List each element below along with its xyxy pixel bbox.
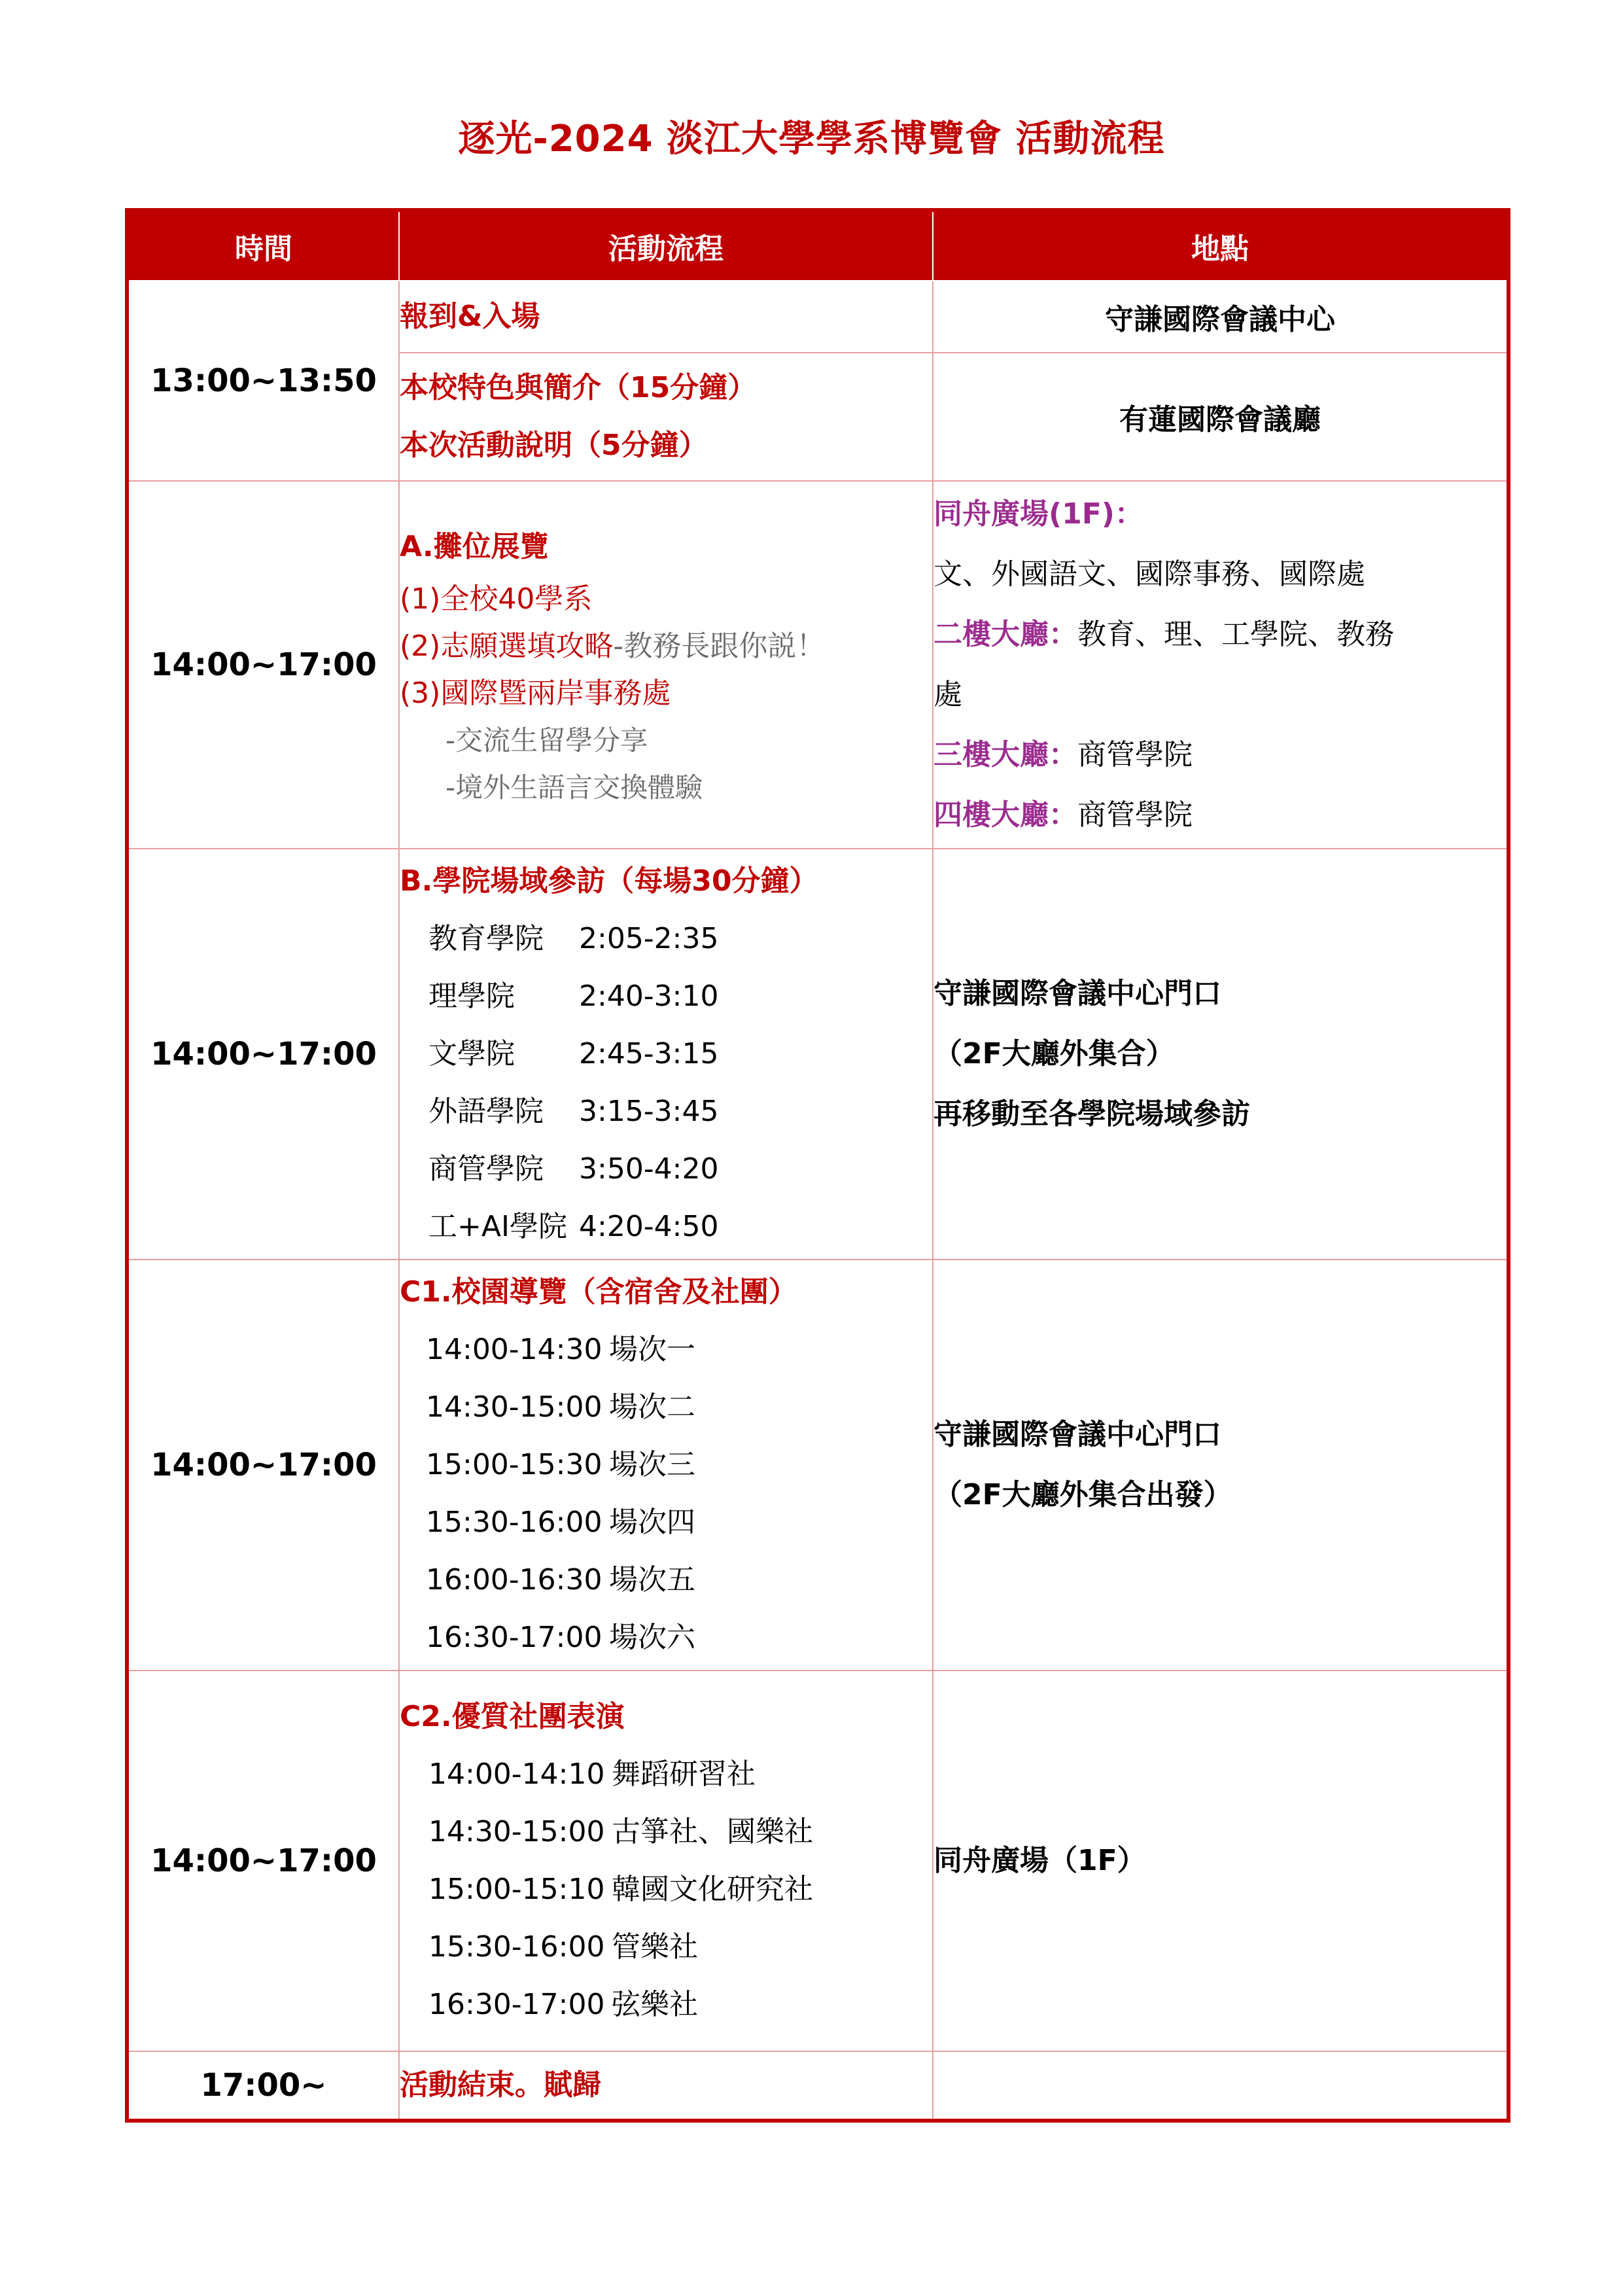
college-name: 商管學院 bbox=[428, 1152, 544, 1186]
location-label: 四樓大廳： bbox=[934, 798, 1077, 832]
visit-time: 3:50-4:20 bbox=[579, 1152, 719, 1186]
list-item bbox=[400, 1083, 932, 1140]
show-time: 15:30-16:00 bbox=[428, 1930, 605, 1964]
list-item bbox=[400, 1551, 932, 1609]
table-row bbox=[127, 2051, 1509, 2121]
activity-end: 活動結束。賦歸 bbox=[400, 2068, 601, 2102]
time-cell: 13:00~13:50 bbox=[127, 281, 399, 481]
table-header-row bbox=[127, 210, 1509, 281]
club-name: 韓國文化研究社 bbox=[612, 1873, 813, 1906]
visit-time: 3:15-3:45 bbox=[579, 1095, 719, 1128]
show-time: 14:00-14:10 bbox=[428, 1757, 605, 1791]
location-text: 商管學院 bbox=[1077, 738, 1193, 771]
activity-subitem: -境外生語言交換體驗 bbox=[445, 771, 703, 804]
activity-heading: A.攤位展覽 bbox=[400, 530, 549, 563]
visit-time: 2:40-3:10 bbox=[579, 980, 719, 1013]
activity-heading: B.學院場域參訪（每場30分鐘） bbox=[400, 864, 818, 898]
visit-time: 2:05-2:35 bbox=[579, 922, 719, 955]
location-line bbox=[934, 605, 1507, 665]
list-item bbox=[400, 1918, 932, 1976]
location-text: （2F大廳外集合） bbox=[934, 1037, 1175, 1070]
activity-cell bbox=[399, 2051, 933, 2121]
page-title: 逐光-2024 淡江大學學系博覽會 活動流程 bbox=[458, 118, 1165, 160]
location-line bbox=[934, 785, 1507, 845]
tour-session: 場次一 bbox=[609, 1333, 695, 1366]
location-cell bbox=[933, 849, 1509, 1260]
activity-item-note: -教務長跟你説！ bbox=[613, 629, 826, 663]
tour-time: 16:00-16:30 bbox=[426, 1563, 602, 1597]
location-text: 商管學院 bbox=[1077, 798, 1193, 832]
list-item bbox=[400, 1976, 932, 2034]
list-item bbox=[400, 1379, 932, 1436]
list-item bbox=[400, 1861, 932, 1918]
list-item bbox=[400, 968, 932, 1025]
location-text: 同舟廣場（1F） bbox=[934, 1844, 1146, 1877]
location-text: 處 bbox=[934, 678, 962, 711]
header-time: 時間 bbox=[127, 210, 399, 281]
list-item bbox=[400, 1140, 932, 1198]
tour-session: 場次五 bbox=[609, 1563, 695, 1597]
tour-time: 16:30-17:00 bbox=[426, 1621, 602, 1654]
list-item bbox=[400, 1494, 932, 1551]
table-row bbox=[127, 849, 1509, 1260]
location-text: 文、外國語文、國際事務、國際處 bbox=[934, 557, 1365, 591]
tour-time: 14:30-15:00 bbox=[426, 1390, 602, 1424]
time-cell: 17:00~ bbox=[127, 2051, 399, 2121]
location-text: 守謙國際會議中心門口 bbox=[934, 1418, 1221, 1451]
table-row bbox=[127, 1260, 1509, 1670]
list-item bbox=[400, 1436, 932, 1494]
location-cell bbox=[933, 481, 1509, 849]
time-cell: 14:00~17:00 bbox=[127, 1260, 399, 1670]
tour-session: 場次二 bbox=[609, 1390, 695, 1424]
list-item bbox=[400, 1803, 932, 1861]
location-text: （2F大廳外集合出發） bbox=[934, 1478, 1232, 1511]
list-item bbox=[400, 1321, 932, 1379]
club-name: 弦樂社 bbox=[612, 1988, 698, 2021]
show-time: 16:30-17:00 bbox=[428, 1988, 605, 2021]
club-name: 古箏社、國樂社 bbox=[612, 1815, 813, 1848]
table-row bbox=[127, 281, 1509, 353]
activity-item bbox=[400, 623, 932, 670]
time-cell: 14:00~17:00 bbox=[127, 481, 399, 849]
list-item bbox=[400, 1609, 932, 1667]
club-name: 管樂社 bbox=[612, 1930, 698, 1964]
location-cell: 守謙國際會議中心 bbox=[933, 281, 1509, 353]
college-name: 理學院 bbox=[428, 980, 515, 1013]
tour-time: 15:00-15:30 bbox=[426, 1448, 602, 1481]
college-name: 工+AI學院 bbox=[428, 1210, 567, 1243]
activity-item: (1)全校40學系 bbox=[400, 582, 593, 616]
club-name: 舞蹈研習社 bbox=[612, 1757, 756, 1791]
activity-cell bbox=[399, 353, 933, 481]
activity-cell bbox=[399, 849, 933, 1260]
visit-time: 4:20-4:50 bbox=[579, 1210, 719, 1243]
tour-session: 場次三 bbox=[609, 1448, 695, 1481]
activity-cell bbox=[399, 1670, 933, 2051]
time-cell: 14:00~17:00 bbox=[127, 1670, 399, 2051]
activity-item-text: (2)志願選填攻略 bbox=[400, 629, 614, 663]
location-text: 教育、理、工學院、教務 bbox=[1077, 618, 1394, 651]
show-time: 14:30-15:00 bbox=[428, 1815, 605, 1848]
list-item bbox=[400, 1198, 932, 1256]
list-item bbox=[400, 910, 932, 968]
activity-cell bbox=[399, 481, 933, 849]
location-cell bbox=[933, 2051, 1509, 2121]
activity-subitem: -交流生留學分享 bbox=[445, 724, 648, 756]
time-cell: 14:00~17:00 bbox=[127, 849, 399, 1260]
tour-session: 場次四 bbox=[609, 1506, 695, 1539]
location-line bbox=[934, 725, 1507, 785]
activity-checkin: 報到&入場 bbox=[400, 300, 540, 333]
location-text: 再移動至各學院場域參訪 bbox=[934, 1097, 1250, 1131]
location-cell bbox=[933, 1670, 1509, 2051]
list-item bbox=[400, 1025, 932, 1083]
table-row bbox=[127, 481, 1509, 849]
activity-item: (3)國際暨兩岸事務處 bbox=[400, 677, 671, 710]
schedule-table bbox=[125, 208, 1510, 2123]
visit-time: 2:45-3:15 bbox=[579, 1037, 719, 1070]
header-location: 地點 bbox=[933, 210, 1509, 281]
table-row bbox=[127, 1670, 1509, 2051]
college-name: 教育學院 bbox=[428, 922, 544, 955]
tour-time: 15:30-16:00 bbox=[426, 1506, 602, 1539]
location-cell bbox=[933, 1260, 1509, 1670]
location-cell: 有蓮國際會議廳 bbox=[933, 353, 1509, 481]
tour-time: 14:00-14:30 bbox=[426, 1333, 602, 1366]
activity-heading: C1.校園導覽（含宿舍及社團） bbox=[400, 1275, 797, 1309]
college-name: 外語學院 bbox=[428, 1095, 544, 1128]
header-activity: 活動流程 bbox=[399, 210, 933, 281]
tour-session: 場次六 bbox=[609, 1621, 695, 1654]
location-text: 守謙國際會議中心門口 bbox=[934, 977, 1221, 1010]
college-name: 文學院 bbox=[428, 1037, 515, 1070]
activity-cell bbox=[399, 281, 933, 353]
location-label: 二樓大廳： bbox=[934, 618, 1077, 651]
activity-briefing: 本次活動說明（5分鐘） bbox=[400, 429, 708, 462]
activity-intro: 本校特色與簡介（15分鐘） bbox=[400, 371, 757, 404]
location-label: 同舟廣場(1F)： bbox=[934, 497, 1143, 531]
activity-cell bbox=[399, 1260, 933, 1670]
location-label: 三樓大廳： bbox=[934, 738, 1077, 771]
activity-heading: C2.優質社團表演 bbox=[400, 1700, 625, 1733]
show-time: 15:00-15:10 bbox=[428, 1873, 605, 1906]
list-item bbox=[400, 1746, 932, 1803]
